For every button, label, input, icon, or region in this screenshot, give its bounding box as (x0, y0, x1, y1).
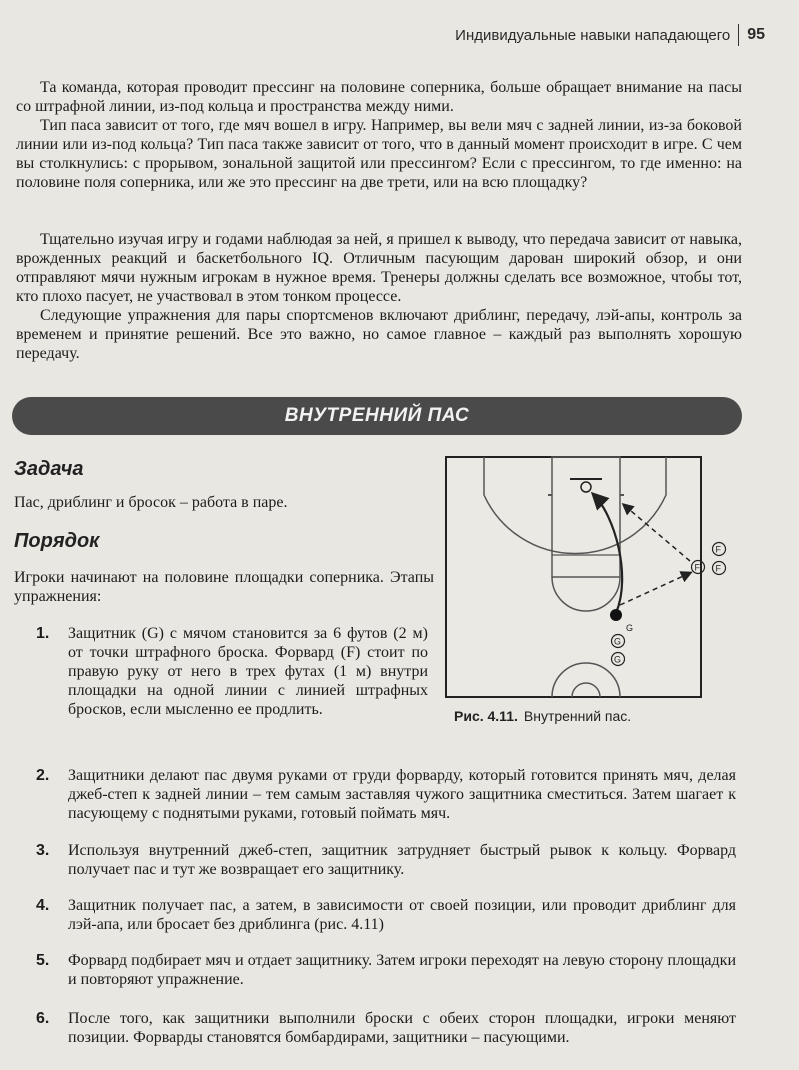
step-4 (36, 896, 738, 936)
step-text: Форвард подбирает мяч и отдает защитнику. Затем игроки переходят на левую сторону площадки и повторяют упражнение. (68, 952, 736, 988)
step-text: После того, как защитники выполнили броски с обеих сторон площадки, игроки меняют позиции. Форварды становятся бомбардирами, защитники – пасующими. (68, 1010, 736, 1046)
step-number: 3. (36, 842, 50, 859)
step-text: Защитник (G) с мячом становится за 6 футов (2 м) от точки штрафного броска. Форвард (F) стоит по правую руку от него в трех футах (1 м) внутри площадки на одной линии с линией штрафных бросков, если мысленно ее продлить. (68, 625, 428, 718)
step-2 (36, 766, 738, 826)
step-3 (36, 841, 738, 881)
task-text: Пас, дриблинг и бросок – работа в паре. (14, 494, 288, 511)
step-text: Защитники делают пас двумя руками от груди форварду, который готовится принять мяч, делая джеб-степ к задней линии – тем самым заставляя чужого защитника сместиться. Затем шагает к пасующему с поднятыми руками, готовый поймать мяч. (68, 767, 736, 822)
step-6 (36, 1009, 738, 1049)
intro-paragraph-2: Тип паса зависит от того, где мяч вошел в игру. Например, вы вели мяч с задней линии, из-за боковой линии или из-под кольца? Тип паса также зависит от того, что в данный момент происходит в игре. С чем вы столкнулись: с прорывом, зональной защитой или прессингом? Если с прессингом, то где именно: на половине поля соперника, или же это прессинг на две трети, или на всю площадку? (16, 117, 742, 191)
svg-text:G: G (614, 636, 622, 647)
figure-caption (454, 708, 631, 724)
step-number: 5. (36, 952, 50, 969)
figure-caption-text: Внутренний пас. (523, 708, 632, 724)
svg-text:F: F (715, 563, 721, 574)
step-1 (36, 624, 436, 744)
guard-ball-marker (610, 609, 622, 621)
intro-paragraph-1: Та команда, которая проводит прессинг на половине соперника, больше обращает внимание на пасы со штрафной линии, из-под кольца и пространства между ними. (16, 79, 742, 115)
running-header (455, 24, 765, 46)
procedure-intro: Игроки начинают на половине площадки соперника. Этапы упражнения: (14, 569, 434, 605)
section-banner (12, 397, 742, 435)
procedure-heading: Порядок (14, 530, 100, 552)
svg-text:F: F (715, 544, 721, 555)
step-number: 6. (36, 1010, 50, 1027)
svg-text:G: G (614, 654, 622, 665)
intro-paragraph-3: Тщательно изучая игру и годами наблюдая за ней, я пришел к выводу, что передача зависит от навыка, врожденных реакций и баскетбольного IQ. Отличным пасующим дарован широкий обзор, и они отправляют мячи нужным игрокам в нужное время. Тренеры должны сделать все возможное, чтобы тот, кто плохо пасует, не участвовал в этом тонком процессе. (16, 231, 742, 305)
running-title: Индивидуальные навыки нападающего (455, 26, 731, 44)
forward-label: F (694, 562, 700, 573)
header-divider (738, 24, 739, 46)
step-number: 1. (36, 625, 50, 642)
step-number: 2. (36, 767, 50, 784)
court-diagram (444, 455, 728, 699)
step-text: Защитник получает пас, а затем, в зависимости от своей позиции, или проводит дриблинг для лэй-апа, или бросает без дриблинга (рис. 4.11) (68, 897, 736, 933)
step-text: Используя внутренний джеб-степ, защитник затрудняет быстрый рывок к кольцу. Форвард получает пас и тут же возвращает его защитнику. (68, 842, 736, 878)
figure-caption-label: Рис. 4.11. (454, 708, 518, 724)
section-title: ВНУТРЕННИЙ ПАС (284, 405, 470, 426)
step-5 (36, 951, 738, 991)
page-number: 95 (747, 26, 765, 43)
guard-label: G (626, 623, 634, 633)
intro-paragraph-4: Следующие упражнения для пары спортсменов включают дриблинг, передачу, лэй-апы, контроль за временем и принятие решений. Все это важно, но самое главное – каждый раз выполнять хорошую передачу. (16, 307, 742, 362)
task-heading: Задача (14, 458, 84, 480)
step-number: 4. (36, 897, 50, 914)
